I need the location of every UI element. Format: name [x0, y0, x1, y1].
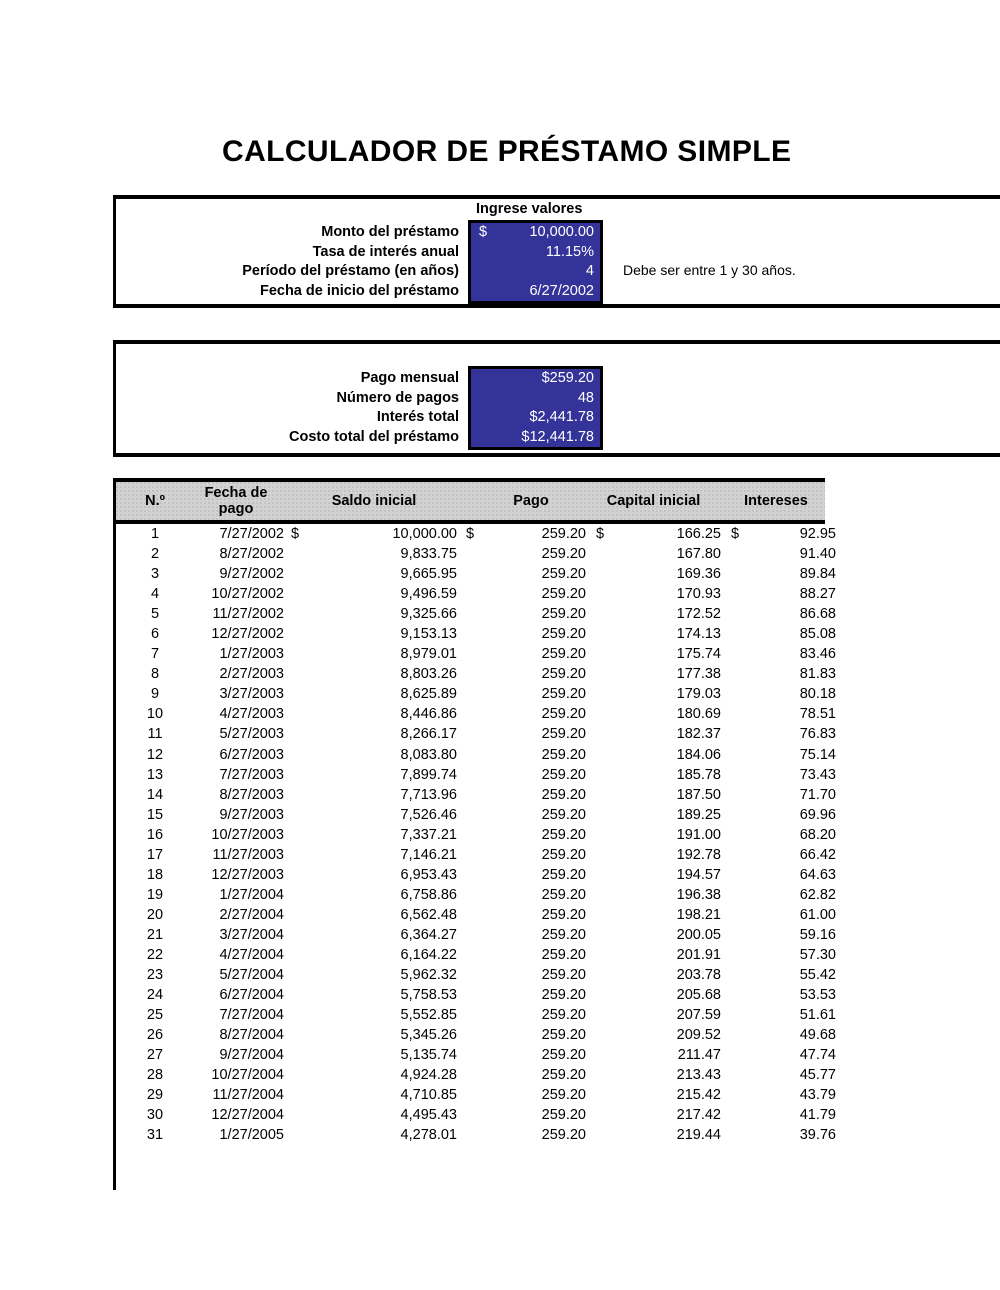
- cell-principal-amount: 184.06: [676, 746, 721, 763]
- cell-payment-date: 2/27/2004: [219, 906, 284, 923]
- cell-principal-amount: 174.13: [676, 626, 721, 643]
- cell-beginning-balance: 4,495.43: [400, 1107, 457, 1124]
- cell-principal-amount: 213.43: [676, 1067, 721, 1084]
- input-value-text: 6/27/2002: [529, 282, 594, 299]
- cell-principal-amount: 179.03: [676, 686, 721, 703]
- loan-summary-panel: [113, 340, 1000, 457]
- cell-payment-number: 30: [146, 1107, 164, 1124]
- cell-payment-number: 29: [146, 1087, 164, 1104]
- cell-beginning-balance: 9,153.13: [400, 626, 457, 643]
- cell-payment-amount: 259.20: [541, 926, 586, 943]
- cell-principal-amount: 189.25: [676, 806, 721, 823]
- cell-payment-date: 5/27/2003: [219, 726, 284, 743]
- table-row: [116, 624, 836, 644]
- table-body: [113, 524, 836, 1190]
- table-row: [116, 845, 836, 865]
- cell-beginning-balance: 6,562.48: [400, 906, 457, 923]
- cell-payment-number: 28: [146, 1067, 164, 1084]
- cell-payment-amount: 259.20: [541, 1027, 586, 1044]
- cell-interest-amount: 66.42: [799, 846, 836, 863]
- cell-interest-amount: 47.74: [799, 1047, 836, 1064]
- cell-payment-amount: 259.20: [541, 746, 586, 763]
- input-label-0: Monto del préstamo: [321, 224, 459, 240]
- input-label-1: Tasa de interés anual: [312, 243, 459, 260]
- cell-beginning-balance: 4,710.85: [400, 1087, 457, 1104]
- cell-beginning-balance: 9,325.66: [400, 606, 457, 623]
- column-header-4: Capital inicial: [606, 493, 701, 509]
- cell-payment-date: 3/27/2003: [219, 686, 284, 703]
- cell-principal-amount: 175.74: [676, 646, 721, 663]
- cell-payment-amount: 259.20: [541, 946, 586, 963]
- cell-interest-amount: 39.76: [799, 1127, 836, 1144]
- table-row: [116, 905, 836, 925]
- cell-payment-amount: 259.20: [541, 686, 586, 703]
- cell-interest-amount: 41.79: [799, 1107, 836, 1124]
- cell-payment-date: 8/27/2004: [219, 1027, 284, 1044]
- input-value-cell-3[interactable]: [471, 282, 600, 302]
- cell-beginning-balance: 8,266.17: [400, 726, 457, 743]
- cell-interest-amount: 73.43: [799, 766, 836, 783]
- column-header-3: Pago: [513, 493, 549, 509]
- input-value-text: 4: [585, 263, 594, 280]
- cell-interest-amount: 61.00: [799, 906, 836, 923]
- cell-principal-amount: 205.68: [676, 987, 721, 1004]
- table-row: [116, 825, 836, 845]
- cell-payment-amount: 259.20: [541, 786, 586, 803]
- input-value-text: 11.15%: [545, 243, 594, 260]
- cell-payment-date: 11/27/2002: [212, 606, 284, 623]
- cell-interest-amount: 81.83: [799, 666, 836, 683]
- cell-payment-number: 15: [146, 806, 164, 823]
- cell-beginning-balance: 6,364.27: [400, 926, 457, 943]
- cell-principal-amount: 196.38: [676, 886, 721, 903]
- cell-principal-amount: 172.52: [676, 606, 721, 623]
- cell-payment-amount: 259.20: [541, 906, 586, 923]
- cell-payment-date: 4/27/2003: [219, 706, 284, 723]
- cell-interest-amount: 85.08: [799, 626, 836, 643]
- table-row: [116, 1065, 836, 1085]
- cell-payment-amount: 259.20: [541, 606, 586, 623]
- cell-payment-amount: 259.20: [541, 1067, 586, 1084]
- cell-interest-amount: 53.53: [799, 987, 836, 1004]
- cell-payment-date: 3/27/2004: [219, 926, 284, 943]
- cell-principal-amount: 170.93: [676, 586, 721, 603]
- cell-beginning-balance: 8,083.80: [400, 746, 457, 763]
- cell-principal-amount: 211.47: [677, 1047, 721, 1064]
- summary-value-text: 48: [577, 389, 594, 406]
- input-column-caption: Ingrese valores: [476, 201, 583, 217]
- column-header-1: Fecha de pago: [204, 485, 268, 517]
- cell-payment-number: 5: [150, 606, 160, 623]
- cell-beginning-balance: 9,665.95: [400, 566, 457, 583]
- cell-payment-number: 6: [150, 626, 160, 643]
- table-row: [116, 945, 836, 965]
- cell-payment-number: 2: [150, 546, 160, 563]
- cell-interest-amount: 71.70: [799, 786, 836, 803]
- cell-payment-amount: 259.20: [541, 586, 586, 603]
- summary-value-cell-0: [471, 369, 600, 389]
- table-row: [116, 1045, 836, 1065]
- page-title: CALCULADOR DE PRÉSTAMO SIMPLE: [222, 135, 792, 168]
- table-row: [116, 965, 836, 985]
- column-header-0: N.º: [145, 493, 165, 509]
- cell-payment-amount: 259.20: [541, 886, 586, 903]
- input-label-2: Período del préstamo (en años): [242, 263, 459, 280]
- table-row: [116, 765, 836, 785]
- cell-payment-amount: 259.20: [541, 846, 586, 863]
- cell-principal-amount: 166.25: [676, 526, 721, 542]
- cell-payment-number: 3: [150, 566, 160, 583]
- cell-payment-amount: 259.20: [541, 826, 586, 843]
- cell-interest-amount: 51.61: [799, 1007, 836, 1024]
- cell-payment-number: 17: [146, 846, 164, 863]
- cell-interest-amount: 43.79: [799, 1087, 836, 1104]
- cell-principal-amount: 200.05: [676, 926, 721, 943]
- summary-label-3: Costo total del préstamo: [289, 428, 459, 445]
- cell-payment-amount: 259.20: [541, 706, 586, 723]
- cell-beginning-balance: 8,803.26: [400, 666, 457, 683]
- cell-interest-amount: 91.40: [799, 546, 836, 563]
- cell-interest-amount: 55.42: [799, 967, 836, 984]
- cell-payment-number: 23: [146, 967, 164, 984]
- cell-payment-number: 21: [146, 926, 164, 943]
- cell-interest-currency: $: [731, 526, 740, 542]
- cell-payment-amount: 259.20: [541, 726, 586, 743]
- table-row: [116, 724, 836, 744]
- cell-principal-amount: 201.91: [676, 946, 721, 963]
- cell-payment-date: 1/27/2005: [219, 1127, 284, 1144]
- summary-label-0: Pago mensual: [360, 370, 459, 386]
- cell-payment-amount: 259.20: [541, 766, 586, 783]
- cell-payment-number: 4: [150, 586, 160, 603]
- cell-principal-amount: 187.50: [676, 786, 721, 803]
- table-row: [116, 885, 836, 905]
- cell-interest-amount: 83.46: [799, 646, 836, 663]
- cell-beginning-balance: 7,337.21: [400, 826, 457, 843]
- summary-value-cell-2: [471, 408, 600, 428]
- cell-principal-amount: 169.36: [676, 566, 721, 583]
- cell-payment-amount: 259.20: [541, 967, 586, 984]
- cell-interest-amount: 78.51: [799, 706, 836, 723]
- cell-payment-number: 7: [150, 646, 160, 663]
- cell-payment-number: 9: [150, 686, 160, 703]
- cell-beginning-balance: 5,962.32: [400, 967, 457, 984]
- table-row: [116, 584, 836, 604]
- table-row: [116, 805, 836, 825]
- table-row: [116, 785, 836, 805]
- cell-beginning-balance: 6,758.86: [400, 886, 457, 903]
- cell-interest-amount: 75.14: [799, 746, 836, 763]
- cell-beginning-balance: 7,146.21: [400, 846, 457, 863]
- table-row: [116, 1085, 836, 1105]
- cell-payment-date: 7/27/2004: [219, 1007, 284, 1024]
- cell-balance-currency: $: [291, 526, 300, 542]
- cell-interest-amount: 62.82: [799, 886, 836, 903]
- table-row: [116, 865, 836, 885]
- cell-interest-amount: 68.20: [799, 826, 836, 843]
- cell-payment-date: 8/27/2002: [219, 546, 284, 563]
- input-value-text: 10,000.00: [529, 224, 594, 240]
- cell-payment-amount: 259.20: [541, 546, 586, 563]
- cell-interest-amount: 69.96: [799, 806, 836, 823]
- cell-principal-amount: 217.42: [676, 1107, 721, 1124]
- cell-payment-date: 7/27/2002: [219, 526, 284, 542]
- cell-payment-number: 10: [146, 706, 164, 723]
- cell-payment-amount: 259.20: [541, 666, 586, 683]
- table-row: [116, 544, 836, 564]
- cell-principal-amount: 209.52: [676, 1027, 721, 1044]
- cell-payment-date: 10/27/2002: [211, 586, 284, 603]
- cell-payment-number: 19: [146, 886, 164, 903]
- cell-payment-number: 13: [146, 766, 164, 783]
- table-row: [116, 644, 836, 664]
- cell-interest-amount: 80.18: [799, 686, 836, 703]
- cell-principal-amount: 192.78: [676, 846, 721, 863]
- cell-payment-number: 20: [146, 906, 164, 923]
- cell-beginning-balance: 8,625.89: [400, 686, 457, 703]
- loan-period-hint: Debe ser entre 1 y 30 años.: [623, 262, 796, 279]
- cell-payment-number: 11: [147, 726, 163, 743]
- table-row: [116, 1125, 836, 1145]
- cell-principal-amount: 185.78: [676, 766, 721, 783]
- cell-payment-date: 2/27/2003: [219, 666, 284, 683]
- cell-interest-amount: 49.68: [799, 1027, 836, 1044]
- cell-beginning-balance: 5,345.26: [400, 1027, 457, 1044]
- summary-value-text: $259.20: [541, 370, 594, 386]
- cell-beginning-balance: 5,135.74: [400, 1047, 457, 1064]
- cell-interest-amount: 57.30: [799, 946, 836, 963]
- document-title-area: [0, 132, 1000, 176]
- cell-payment-date: 10/27/2003: [211, 826, 284, 843]
- cell-payment-date: 1/27/2003: [219, 646, 284, 663]
- table-row: [116, 1025, 836, 1045]
- cell-beginning-balance: 5,758.53: [400, 987, 457, 1004]
- cell-payment-amount: 259.20: [541, 626, 586, 643]
- table-header-row: [113, 478, 825, 524]
- cell-interest-amount: 45.77: [799, 1067, 836, 1084]
- column-header-2: Saldo inicial: [331, 493, 417, 509]
- amortization-table: [113, 478, 1000, 1190]
- input-label-3: Fecha de inicio del préstamo: [259, 282, 459, 299]
- cell-payment-amount: 259.20: [541, 987, 586, 1004]
- cell-principal-amount: 191.00: [676, 826, 721, 843]
- cell-principal-amount: 182.37: [676, 726, 721, 743]
- cell-payment-number: 12: [146, 746, 164, 763]
- cell-principal-amount: 194.57: [676, 866, 721, 883]
- cell-payment-date: 11/27/2004: [212, 1087, 284, 1104]
- cell-payment-amount: 259.20: [541, 866, 586, 883]
- cell-payment-number: 18: [146, 866, 164, 883]
- cell-interest-amount: 89.84: [799, 566, 836, 583]
- cell-payment-date: 6/27/2003: [219, 746, 284, 763]
- table-row: [116, 985, 836, 1005]
- cell-interest-amount: 92.95: [799, 526, 836, 542]
- cell-principal-amount: 180.69: [676, 706, 721, 723]
- cell-beginning-balance: 7,899.74: [400, 766, 457, 783]
- cell-beginning-balance: 4,924.28: [400, 1067, 457, 1084]
- cell-payment-amount: 259.20: [541, 806, 586, 823]
- cell-beginning-balance: 6,953.43: [400, 866, 457, 883]
- cell-principal-amount: 215.42: [676, 1087, 721, 1104]
- cell-beginning-balance: 10,000.00: [392, 526, 457, 542]
- cell-payment-date: 12/27/2002: [211, 626, 284, 643]
- cell-interest-amount: 88.27: [799, 586, 836, 603]
- cell-payment-date: 8/27/2003: [219, 786, 284, 803]
- cell-beginning-balance: 9,833.75: [400, 546, 457, 563]
- cell-payment-number: 1: [150, 526, 160, 542]
- input-values-box[interactable]: [468, 220, 603, 304]
- currency-symbol: $: [479, 224, 488, 240]
- table-row: [116, 664, 836, 684]
- summary-value-text: $12,441.78: [521, 428, 594, 445]
- cell-payment-date: 7/27/2003: [219, 766, 284, 783]
- table-row: [116, 925, 836, 945]
- cell-payment-amount: 259.20: [541, 526, 586, 542]
- cell-payment-amount: 259.20: [541, 1087, 586, 1104]
- cell-payment-date: 6/27/2004: [219, 987, 284, 1004]
- cell-principal-amount: 219.44: [676, 1127, 721, 1144]
- cell-payment-number: 31: [146, 1127, 164, 1144]
- cell-payment-number: 8: [150, 666, 160, 683]
- cell-payment-number: 14: [146, 786, 164, 803]
- cell-payment-amount: 259.20: [541, 1007, 586, 1024]
- cell-payment-date: 10/27/2004: [211, 1067, 284, 1084]
- cell-principal-currency: $: [596, 526, 605, 542]
- cell-payment-amount: 259.20: [541, 1107, 586, 1124]
- cell-beginning-balance: 8,979.01: [400, 646, 457, 663]
- cell-beginning-balance: 5,552.85: [400, 1007, 457, 1024]
- cell-interest-amount: 59.16: [799, 926, 836, 943]
- cell-payment-date: 12/27/2004: [211, 1107, 284, 1124]
- cell-payment-currency: $: [466, 526, 475, 542]
- cell-interest-amount: 64.63: [799, 866, 836, 883]
- table-row: [116, 684, 836, 704]
- table-row: [116, 564, 836, 584]
- cell-payment-date: 9/27/2003: [219, 806, 284, 823]
- input-value-cell-0[interactable]: [471, 223, 600, 243]
- cell-interest-amount: 86.68: [799, 606, 836, 623]
- cell-principal-amount: 177.38: [676, 666, 721, 683]
- input-field-labels: [242, 223, 459, 301]
- cell-beginning-balance: 9,496.59: [400, 586, 457, 603]
- summary-values-box: [468, 366, 603, 450]
- summary-value-text: $2,441.78: [529, 409, 594, 426]
- cell-payment-number: 25: [146, 1007, 164, 1024]
- cell-principal-amount: 167.80: [676, 546, 721, 563]
- cell-payment-date: 1/27/2004: [219, 886, 284, 903]
- table-row: [116, 604, 836, 624]
- cell-payment-amount: 259.20: [541, 646, 586, 663]
- cell-payment-number: 24: [146, 987, 164, 1004]
- cell-interest-amount: 76.83: [799, 726, 836, 743]
- cell-principal-amount: 203.78: [676, 967, 721, 984]
- cell-beginning-balance: 4,278.01: [400, 1127, 457, 1144]
- cell-payment-number: 26: [146, 1027, 164, 1044]
- table-row: [116, 524, 836, 544]
- cell-payment-amount: 259.20: [541, 1047, 586, 1064]
- cell-principal-amount: 207.59: [676, 1007, 721, 1024]
- cell-payment-date: 12/27/2003: [211, 866, 284, 883]
- cell-payment-number: 22: [146, 946, 164, 963]
- cell-beginning-balance: 8,446.86: [400, 706, 457, 723]
- cell-beginning-balance: 6,164.22: [400, 946, 457, 963]
- cell-payment-date: 11/27/2003: [212, 846, 284, 863]
- column-header-5: Intereses: [744, 493, 808, 509]
- summary-label-2: Interés total: [376, 409, 459, 426]
- input-value-cell-2[interactable]: [471, 262, 600, 282]
- cell-payment-number: 16: [146, 826, 164, 843]
- cell-payment-date: 9/27/2002: [219, 566, 284, 583]
- cell-beginning-balance: 7,526.46: [400, 806, 457, 823]
- cell-payment-date: 9/27/2004: [219, 1047, 284, 1064]
- cell-payment-date: 5/27/2004: [219, 967, 284, 984]
- table-row: [116, 704, 836, 724]
- summary-label-1: Número de pagos: [336, 389, 459, 406]
- cell-payment-number: 27: [146, 1047, 164, 1064]
- input-value-cell-1[interactable]: [471, 243, 600, 263]
- summary-value-cell-3: [471, 428, 600, 448]
- table-row: [116, 1005, 836, 1025]
- table-row: [116, 1105, 836, 1125]
- cell-payment-date: 4/27/2004: [219, 946, 284, 963]
- cell-principal-amount: 198.21: [676, 906, 721, 923]
- summary-field-labels: [289, 369, 459, 447]
- cell-payment-amount: 259.20: [541, 1127, 586, 1144]
- summary-value-cell-1: [471, 389, 600, 409]
- table-row: [116, 745, 836, 765]
- cell-payment-amount: 259.20: [541, 566, 586, 583]
- loan-input-panel: [113, 195, 1000, 308]
- cell-beginning-balance: 7,713.96: [400, 786, 457, 803]
